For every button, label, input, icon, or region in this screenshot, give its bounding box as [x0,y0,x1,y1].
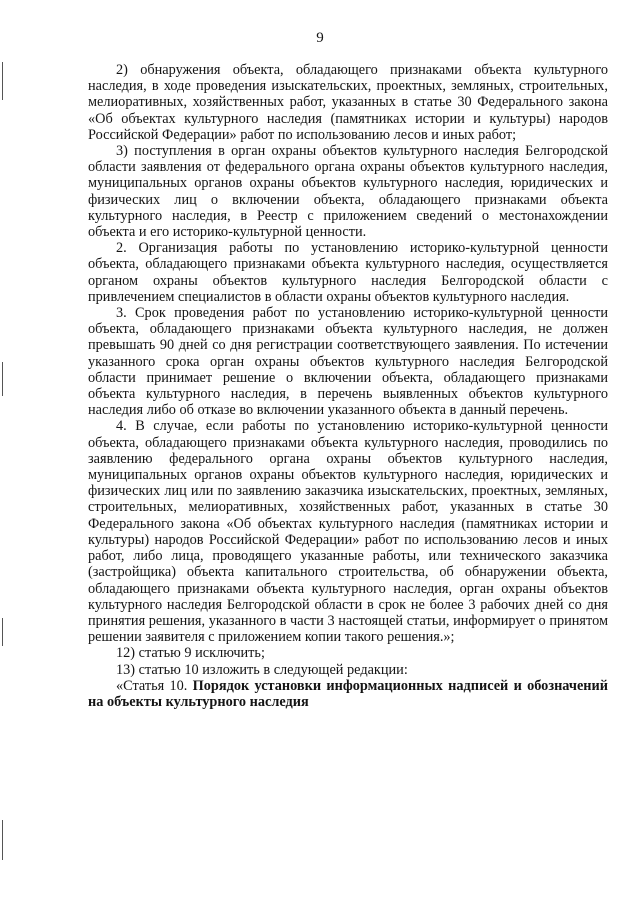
margin-mark [2,820,3,860]
paragraph-item-12: 12) статью 9 исключить; [116,645,265,662]
paragraph-part-3: 3. Срок проведения работ по установлению историко-культурной ценности объекта, обладающего признаками объекта культурного наследия, не должен превышать 90 дней со дня регистрации соответствующего заявления. По истечении указанного срока орган охраны объектов культурного наследия Белгородской области принимает решение о включении объекта, обладающего признаками объекта культурного наследия, в перечень выявленных объектов культурного наследия либо об отказе во включении указанного объекта в данный перечень. [88,305,608,419]
paragraph-part-2: 2. Организация работы по установлению историко-культурной ценности объекта, обладающего признаками объекта культурного наследия, осуществляется органом охраны объектов культурного наследия Белгородской области с привлечением специалистов в области охраны объектов культурного наследия. [88,240,608,305]
paragraph-part-4: 4. В случае, если работы по установлению историко-культурной ценности объекта, обладающего признаками объекта культурного наследия, проводились по заявлению федерального органа охраны объектов культурного наследия, муниципальных органов охраны объектов культурного наследия, юридических и физических лиц или по заявлению заказчика изыскательских, проектных, земляных, строительных, мелиоративных, хозяйственных работ, указанных в статье 30 Федерального закона «Об объектах культурного наследия (памятниках истории и культуры) народов Российской Федерации» работ по использованию лесов и иных работ, либо лица, проводящего указанные работы, или технического заказчика (застройщика) объекта капитального строительства, об обнаружении объекта, обладающего признаками объекта культурного наследия, орган охраны объектов культурного наследия Белгородской области в срок не более 3 рабочих дней со дня принятия решения, указанного в части 3 настоящей статьи, информирует о принятом решении заявителя с приложением копии такого решения.»; [88,418,608,646]
paragraph-item-2: 2) обнаружения объекта, обладающего признаками объекта культурного наследия, в ходе проведения изыскательских, проектных, земляных, строительных, мелиоративных, хозяйственных работ, указанных в статье 30 Федерального закона «Об объектах культурного наследия (памятниках истории и культуры) народов Российской Федерации» работ по использованию лесов и иных работ; [88,62,608,143]
margin-mark [2,362,3,396]
margin-mark [2,62,3,100]
article-title: Порядок установки информационных надписей и обозначений на объекты культурного наследия [88,677,609,710]
margin-mark [2,618,3,646]
paragraph-item-13: 13) статью 10 изложить в следующей редакции: [116,661,408,678]
article-prefix: «Статья 10. [116,677,193,694]
paragraph-item-3: 3) поступления в орган охраны объектов культурного наследия Белгородской области заявления от федерального органа охраны объектов культурного наследия, муниципальных органов охраны объектов культурного наследия, юридических и физических лиц о включении объекта, обладающего признаками объекта культурного наследия, в Реестр с приложением сведений о местонахождении объекта и его историко-культурной ценности. [88,143,608,241]
article-heading [88,678,608,710]
page-number: 9 [316,30,324,46]
document-body [88,62,608,710]
